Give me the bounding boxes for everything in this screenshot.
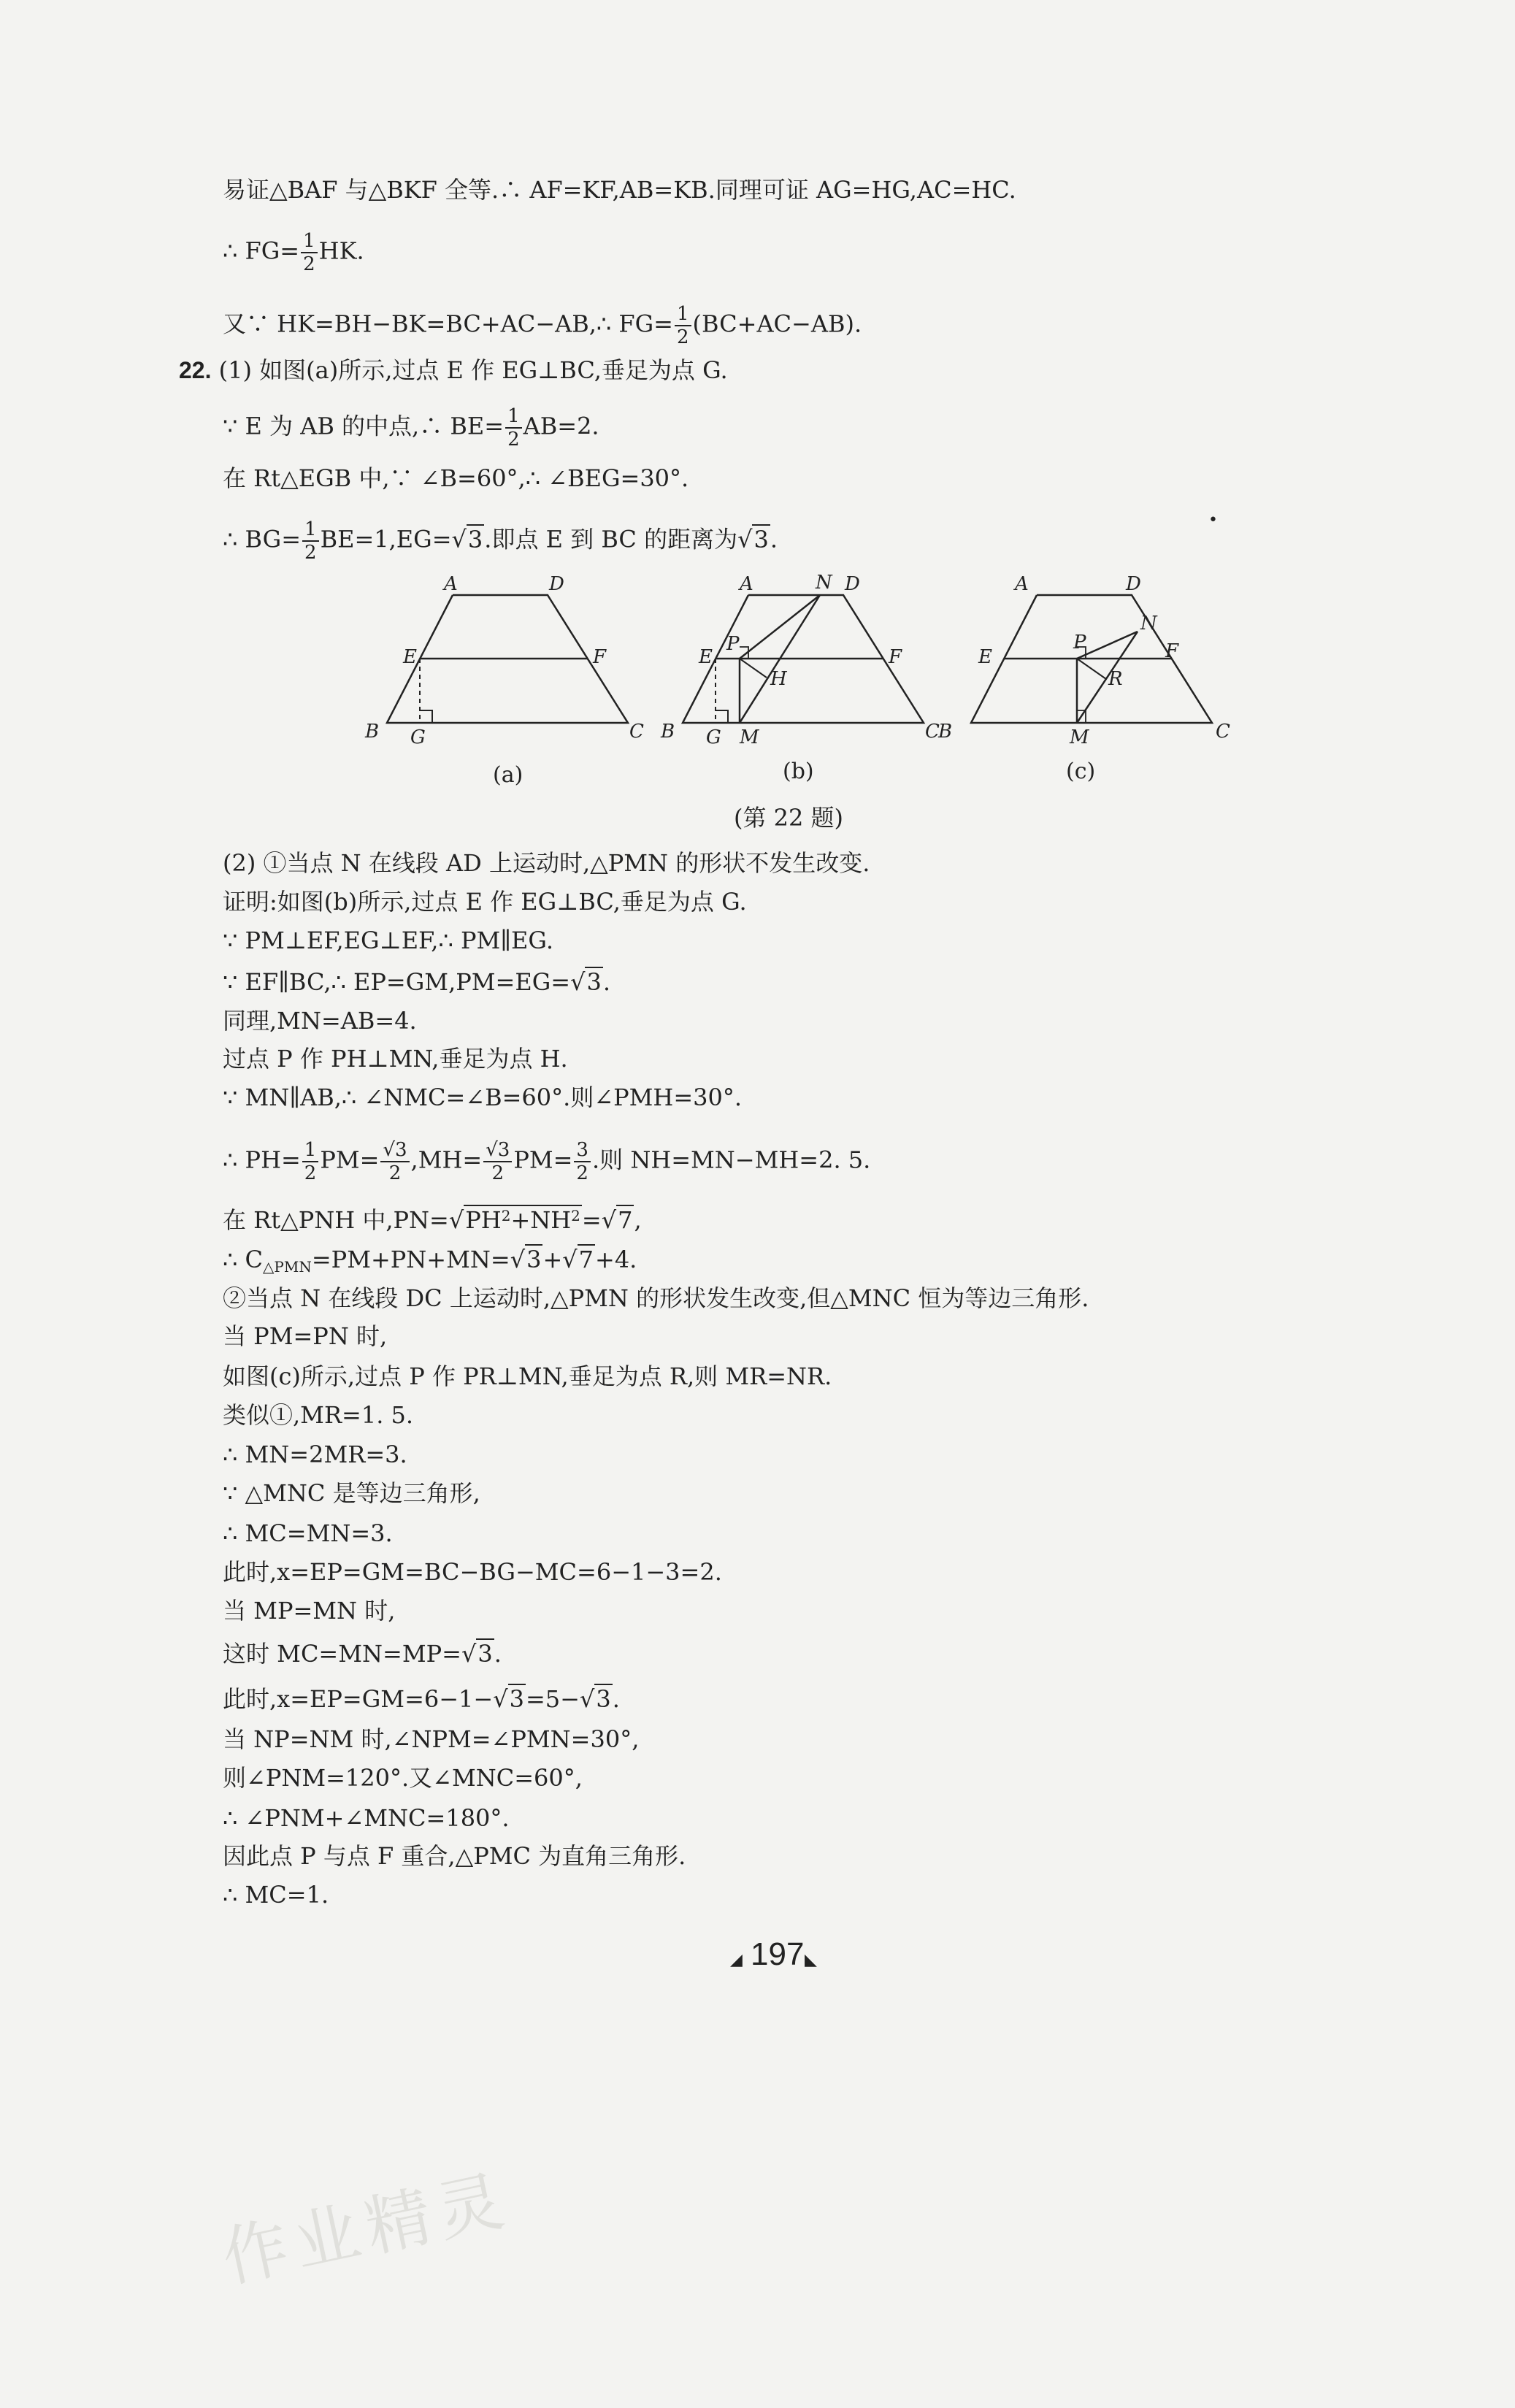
part2-line-9: 在 Rt△PNH 中$,PN=√PH^2+NH^2=√7$, — [223, 1206, 642, 1234]
svg-text:N: N — [1140, 613, 1157, 634]
part2-line-26: ∴ MC=1. — [223, 1881, 329, 1909]
part2-line-25: 因此点 P 与点 F 重合,△PMC 为直角三角形. — [223, 1842, 686, 1870]
svg-text:P: P — [1073, 632, 1086, 653]
part2-line-2: 证明:如图(b)所示,过点 E 作 EG⊥BC,垂足为点 G. — [223, 888, 747, 916]
part2-line-6: 过点 P 作 PH⊥MN,垂足为点 H. — [223, 1045, 568, 1073]
part2-line-1: (2) ①当点 N 在线段 AD 上运动时,△PMN 的形状不发生改变. — [223, 849, 870, 877]
intro-line-2: ∴ FG= $\frac{1}{2}$ HK. — [223, 230, 364, 275]
watermark: 作业精灵 — [215, 2161, 518, 2298]
question-22-line-2: ∵ E 为 AB 的中点,∴ BE= $\frac{1}{2}$ AB=2. — [223, 405, 599, 450]
figure-label-c: (c) — [1066, 759, 1096, 784]
figure-a — [358, 573, 650, 752]
part2-line-5: 同理,MN=AB=4. — [223, 1007, 417, 1035]
svg-text:M: M — [740, 726, 759, 748]
fraction: $\frac{1}{2}$ — [302, 1139, 319, 1184]
point-label-e: E — [403, 646, 417, 668]
figure-label-a: (a) — [493, 762, 523, 788]
svg-text:F: F — [1165, 640, 1179, 662]
svg-text:N: N — [816, 572, 832, 594]
point-label-c: C — [629, 721, 644, 743]
part2-line-12: 当 PM=PN 时, — [223, 1322, 388, 1350]
svg-text:G: G — [706, 726, 721, 748]
part2-line-21: 此时,x=EP=GM=6−1−√3=5−√3. — [223, 1685, 620, 1713]
ink-dot: • — [1208, 511, 1218, 529]
point-label-d: D — [549, 573, 564, 595]
figure-b — [653, 572, 946, 752]
svg-text:C: C — [1216, 721, 1230, 743]
question-number: 22. — [179, 357, 212, 383]
question-22-line-1: 22. (1) 如图(a)所示,过点 E 作 EG⊥BC,垂足为点 G. — [179, 356, 728, 384]
part2-line-19: 当 MP=MN 时, — [223, 1597, 396, 1625]
fraction: $\frac{√3}{2}$ — [380, 1139, 409, 1184]
page-number: 197 — [751, 1936, 805, 1972]
svg-text:D: D — [1126, 573, 1141, 595]
intro-line-1: 易证△BAF 与△BKF 全等.∴ AF=KF,AB=KB.同理可证 AG=HG,AC=HC. — [223, 176, 1016, 204]
question-22-line-3: 在 Rt△EGB 中,∵ ∠B=60°,∴ ∠BEG=30°. — [223, 464, 689, 492]
svg-text:M: M — [1070, 726, 1089, 748]
point-label-f: F — [593, 646, 607, 668]
point-label-b: B — [365, 721, 380, 743]
fraction: $\frac{1}{2}$ — [301, 230, 318, 275]
part2-line-15: ∴ MN=2MR=3. — [223, 1441, 407, 1468]
part2-line-16: ∵ △MNC 是等边三角形, — [223, 1479, 480, 1507]
page-number-left-mark: ◢ — [730, 1951, 743, 1969]
part2-line-3: ∵ PM⊥EF,EG⊥EF,∴ PM∥EG. — [223, 927, 553, 954]
part2-line-17: ∴ MC=MN=3. — [223, 1519, 393, 1547]
part2-line-24: ∴ ∠PNM+∠MNC=180°. — [223, 1804, 510, 1832]
svg-text:A: A — [740, 573, 753, 595]
fraction: $\frac{1}{2}$ — [505, 405, 522, 450]
point-label-g: G — [410, 726, 426, 748]
svg-text:E: E — [978, 646, 992, 668]
part2-line-23: 则∠PNM=120°.又∠MNC=60°, — [223, 1764, 583, 1792]
page-number-right-mark: ◣ — [805, 1951, 817, 1969]
svg-text:A: A — [1015, 573, 1029, 595]
intro-line-3: 又∵ HK=BH−BK=BC+AC−AB,∴ FG= $\frac{1}{2}$ (BC+AC−AB). — [223, 303, 862, 348]
part2-line-10: ∴ $C_{\triangle PMN}=PM+PN+MN=√3+√7+4$. — [223, 1246, 637, 1276]
part2-line-18: 此时,x=EP=GM=BC−BG−MC=6−1−3=2. — [223, 1558, 722, 1586]
part2-line-22: 当 NP=NM 时,∠NPM=∠PMN=30°, — [223, 1725, 640, 1753]
figure-label-b: (b) — [783, 759, 814, 784]
part2-line-14: 类似①,MR=1. 5. — [223, 1401, 414, 1429]
part2-line-13: 如图(c)所示,过点 P 作 PR⊥MN,垂足为点 R,则 MR=NR. — [223, 1362, 832, 1390]
fraction: $\frac{3}{2}$ — [574, 1139, 591, 1184]
svg-text:F: F — [889, 646, 902, 668]
svg-text:B: B — [661, 721, 675, 743]
part2-line-20: 这时 MC=MN=MP=√3. — [223, 1640, 502, 1668]
svg-text:E: E — [699, 646, 713, 668]
svg-text:R: R — [1108, 668, 1123, 690]
part2-line-8: ∴ PH= $\frac{1}{2}$ PM= $\frac{√3}{2}$ ,MH= $\frac{√3}{2}$ PM= $\frac{3}{2}$ .则 NH=MN−MH=2. 5. — [223, 1139, 871, 1184]
figure-caption: (第 22 题) — [734, 804, 844, 832]
question-22-line-4: ∴ BG= $\frac{1}{2}$ BE=1,EG=√3.即点 E 到 BC 的距离为√3. — [223, 518, 778, 564]
fraction: $\frac{1}{2}$ — [675, 303, 691, 348]
svg-text:D: D — [845, 573, 860, 595]
svg-text:P: P — [726, 633, 740, 655]
part2-line-4: ∵ EF∥BC,∴ EP=GM,PM=EG=√3. — [223, 968, 610, 996]
fraction: $\frac{√3}{2}$ — [483, 1139, 512, 1184]
svg-text:B: B — [938, 721, 953, 743]
fraction: $\frac{1}{2}$ — [302, 518, 319, 564]
point-label-a: A — [444, 573, 458, 595]
part2-line-11: ②当点 N 在线段 DC 上运动时,△PMN 的形状发生改变,但△MNC 恒为等边三角形. — [223, 1284, 1089, 1312]
part2-line-7: ∵ MN∥AB,∴ ∠NMC=∠B=60°.则∠PMH=30°. — [223, 1084, 743, 1111]
figure-c — [938, 573, 1234, 752]
svg-text:H: H — [770, 668, 787, 690]
svg-text:C: C — [925, 721, 940, 743]
